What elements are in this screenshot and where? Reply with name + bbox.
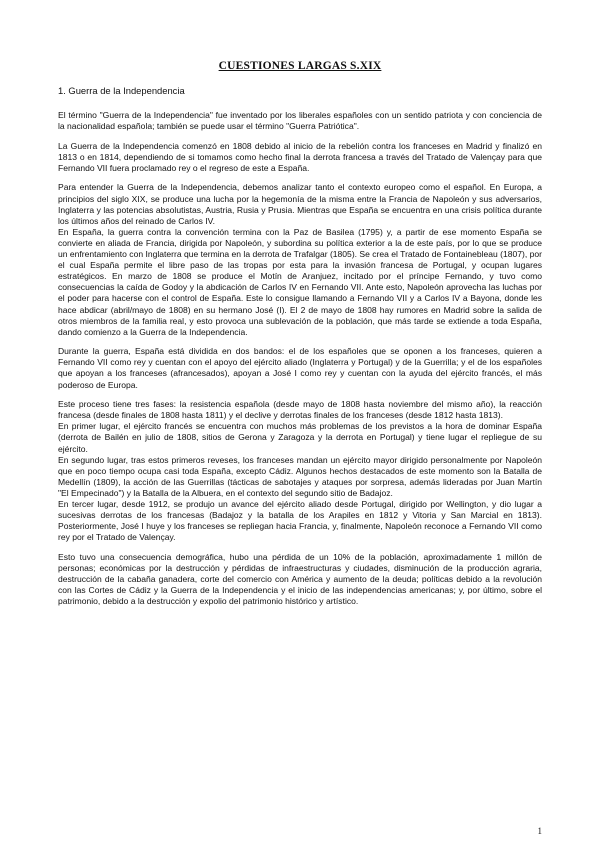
paragraph-intro: El término "Guerra de la Independencia" fue inventado por los liberales españoles con un sentido patriota y con conciencia de la nacionalidad española; también se puede usar el término "Guerra Patriótica". bbox=[58, 110, 542, 132]
document-page bbox=[58, 0, 542, 848]
document-body bbox=[58, 110, 542, 616]
section-heading: 1. Guerra de la Independencia bbox=[58, 85, 185, 96]
paragraph-spain: En España, la guerra contra la convención termina con la Paz de Basilea (1795) y, a partir de ese momento España se convierte en aliada de Francia, dirigida por Napoleón, y subordina su política exterior a la de este país, por lo que se produce un enfrentamiento con Inglaterra que termina en la derrota de Trafalgar (1805). Se crea el Tratado de Fontainebleau (1807), por el cual España permite el libre paso de las tropas por esta para la invasión francesa de Portugal, y ocupan lugares estratégicos. En marzo de 1808 se produce el Motín de Aranjuez, incitado por el príncipe Fernando, y tuvo como consecuencias la caída de Godoy y la abdicación de Carlos IV en Fernando VII. Ante esto, Napoleón aprovecha las luchas por el poder para hacerse con el control de España. Este lo consigue llamando a Fernando VII y a Carlos IV a Bayona, donde les hace abdicar (abril/mayo de 1808) en su hermano José (I). El 2 de mayo de 1808 hay rumores en Madrid sobre la salida de otros miembros de la familia real, y esto provoca una sublevación de la población, que más tarde se extiende a toda España, dando comienzo a la Guerra de la Independencia. bbox=[58, 226, 542, 337]
document-title: CUESTIONES LARGAS S.XIX bbox=[218, 60, 382, 72]
paragraph-phase-3: En tercer lugar, desde 1912, se produjo un avance del ejército aliado desde Portugal, dirigido por Wellington, y dio lugar a sucesivas derrotas de los francesas (Badajoz y la batalla de los Arapiles en 1812 y Vitoria y San Marcial en 1813). Posteriormente, José I huye y los franceses se repliegan hacia Francia, y, finalmente, Napoleón reconoce a Fernando VII como rey por el Tratado de Valençay. bbox=[58, 499, 542, 543]
page-number: 1 bbox=[537, 826, 542, 836]
paragraph-phase-1: En primer lugar, el ejército francés se encuentra con muchos más problemas de los previstos a la hora de dominar España (derrota de Bailén en julio de 1808, sitios de Gerona y Zaragoza y la derrota en Portugal) y tiene lugar el repliegue de su ejército. bbox=[58, 421, 542, 454]
paragraph-phase-2: En segundo lugar, tras estos primeros reveses, los franceses mandan un ejército mayor dirigido personalmente por Napoleón que en poco tiempo ocupa casi toda España, excepto Cádiz. Algunos hechos destacados de este momento son la Batalla de Medellín (1809), la acción de las Guerrillas (tácticas de sabotajes y ataques por sorpresa, además lideradas por Juan Martín "El Empecinado") y la Batalla de la Albuera, en el contexto del segundo sitio de Badajoz. bbox=[58, 454, 542, 498]
paragraph-consequences: Esto tuvo una consecuencia demográfica, hubo una pérdida de un 10% de la población, aproximadamente 1 millón de personas; económicas por la destrucción y pérdidas de infraestructuras y ciudades, disminución de la producción agraria, destrucción de la cabaña ganadera, corte del comercio con América y aumento de la deuda; políticas debido a la revolución con las Cortes de Cádiz y la Guerra de la Independencia y el inicio de las independencias americanas; y, por último, sobre el patrimonio, debido a la destrucción y expolio del patrimonio histórico y artístico. bbox=[58, 551, 542, 607]
paragraph-phases: Este proceso tiene tres fases: la resistencia española (desde mayo de 1808 hasta noviembre del mismo año), la reacción francesa (desde finales de 1808 hasta 1811) y el declive y derrotas finales de los franceses (desde 1812 hasta 1813). bbox=[58, 399, 542, 421]
paragraph-dates: La Guerra de la Independencia comenzó en 1808 debido al inicio de la rebelión contra los franceses en Madrid y finalizó en 1813 o en 1814, dependiendo de si tomamos como hecho final la derrota francesa a través del Tratado de Valençay para que Fernando VII fuera proclamado rey o el regreso de este a España. bbox=[58, 140, 542, 173]
paragraph-context: Para entender la Guerra de la Independencia, debemos analizar tanto el contexto europeo como el español. En Europa, a principios del siglo XIX, se produce una lucha por la hegemonía de la misma entre la Francia de Napoleón y sus adversarios, Inglaterra y las potencias absolutistas, Austria, Rusia y Prusia. Mientras que España se encuentra en una crisis política durante los últimos años del reinado de Carlos IV. bbox=[58, 182, 542, 226]
paragraph-sides: Durante la guerra, España está dividida en dos bandos: el de los españoles que se oponen a los franceses, quieren a Fernando VII como rey y cuentan con el apoyo del ejército aliado (Inglaterra y Portugal) y de la Guerrilla; y el de los españoles que apoyan a los franceses (afrancesados), apoyan a José I como rey y cuentan con la ayuda del ejército francés, el más poderoso de Europa. bbox=[58, 346, 542, 390]
